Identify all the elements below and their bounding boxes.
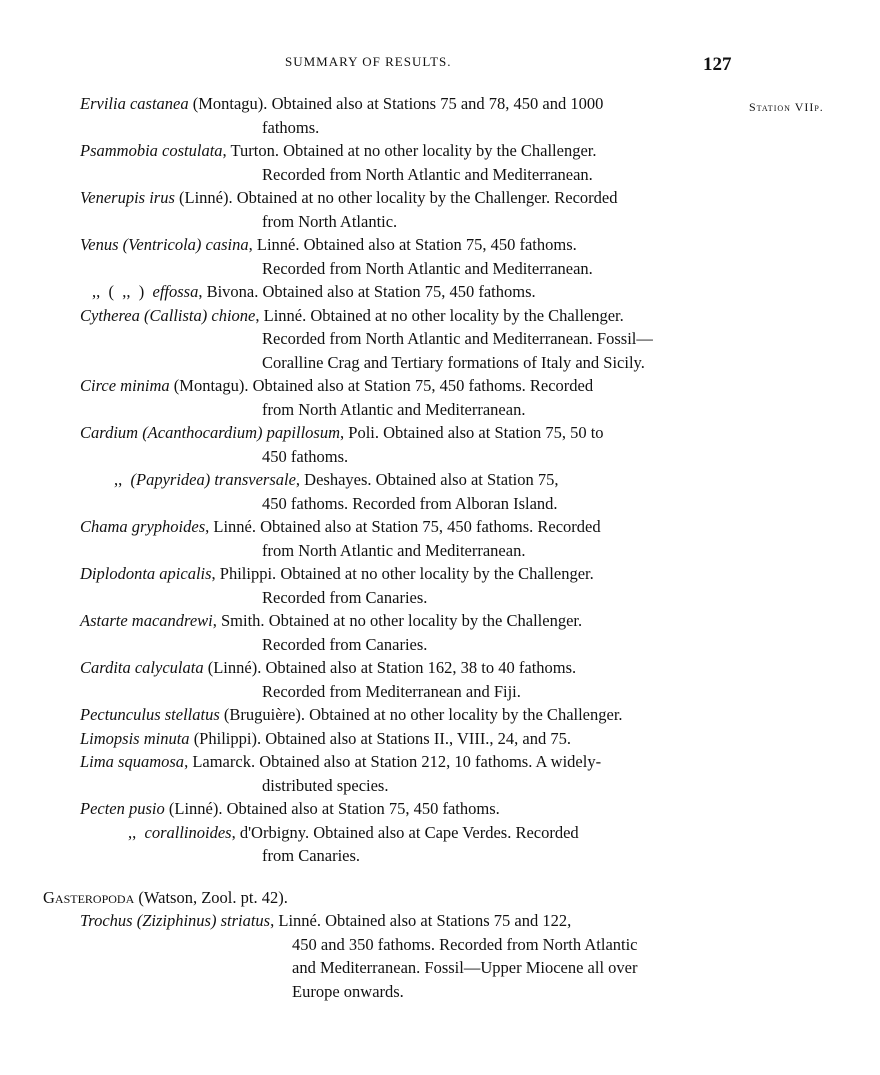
species-list [0, 92, 880, 1003]
entry-first-line [80, 562, 735, 586]
species-entry [80, 139, 735, 186]
section-reference: (Watson, Zool. pt. 42). [134, 887, 288, 907]
entry-first-line [80, 92, 735, 116]
entry-text: Obtained at no other locality by the Challenger. Recorded [232, 188, 618, 207]
species-name: effossa [152, 282, 199, 301]
entry-text: Obtained at no other locality by the Challenger. [306, 305, 624, 325]
entry-first-line [80, 515, 735, 539]
entry-text: Obtained also at Station 75, 450 fathoms. [222, 799, 500, 818]
species-author: (Montagu). [169, 376, 249, 395]
station-side-note: Station VIIp. [749, 100, 824, 114]
page-number: 127 [703, 54, 732, 75]
entry-text: Obtained also at Station 162, 38 to 40 fathoms. [261, 658, 577, 677]
species-author: , Linné. [255, 305, 307, 325]
species-author: (Montagu). [188, 94, 268, 113]
species-name: corallinoides [144, 822, 232, 842]
species-entry [80, 421, 735, 468]
entry-continuation: fathoms. [262, 117, 320, 137]
species-entry [80, 909, 735, 1003]
entry-continuation: 450 fathoms. Recorded from Alboran Island. [262, 493, 558, 513]
species-name: Trochus (Ziziphinus) striatus [80, 911, 271, 930]
ditto-mark: ,, ( ,, ) [92, 282, 153, 301]
species-name: Venerupis irus [80, 188, 175, 207]
species-entry [80, 562, 735, 609]
entry-first-line [80, 727, 735, 751]
entry-continuation: Recorded from North Atlantic and Mediterranean. [262, 258, 593, 278]
species-author: , d'Orbigny. [231, 822, 310, 842]
species-author: (Linné). [164, 799, 223, 818]
species-name: Pectunculus stellatus [80, 705, 220, 724]
entry-continuation: and Mediterranean. Fossil—Upper Miocene all over [292, 958, 638, 977]
species-name: Cardita calyculata [80, 658, 204, 677]
entry-text: Obtained at no other locality by the Challenger. [305, 705, 623, 724]
species-name: Lima squamosa [80, 752, 185, 771]
species-author: , Turton. [222, 141, 279, 160]
entry-text: Obtained also at Stations II., VIII., 24, and 75. [261, 728, 572, 748]
species-name: (Papyridea) transversale [130, 470, 296, 489]
species-author: , Linné. [248, 235, 300, 254]
species-author: (Linné). [203, 658, 262, 677]
species-author: , Smith. [212, 611, 265, 630]
entry-continuation: from North Atlantic and Mediterranean. [262, 540, 526, 560]
species-author: , Linné. [270, 911, 321, 930]
section-title: Gasteropoda [43, 887, 135, 907]
species-author: , Philippi. [211, 564, 277, 583]
entry-text: Obtained also at Stations 75 and 78, 450 and 1000 [267, 94, 604, 113]
entry-first-line [80, 421, 735, 445]
species-name: Chama gryphoides [80, 517, 206, 536]
species-author: (Bruguière). [219, 705, 305, 724]
species-entry [80, 468, 735, 515]
species-name: Diplodonta apicalis [80, 564, 212, 583]
species-entry [80, 233, 735, 280]
entry-continuation: from Canaries. [262, 846, 361, 865]
species-author: , Deshayes. [295, 470, 372, 489]
entry-continuation: Recorded from Canaries. [262, 587, 428, 607]
entry-first-line [80, 750, 735, 774]
entry-continuation: Recorded from North Atlantic and Mediterranean. Fossil— [262, 329, 653, 348]
entry-first-line [80, 186, 735, 210]
entry-continuation: Recorded from Canaries. [262, 634, 428, 654]
entry-text: Obtained also at Station 75, 450 fathoms. Recorded [256, 517, 601, 536]
ditto-mark: ,, [128, 822, 145, 842]
species-entry [80, 304, 735, 375]
species-name: Limopsis minuta [80, 728, 190, 748]
species-entry [80, 374, 735, 421]
species-entry [80, 821, 735, 868]
species-entry [80, 797, 735, 821]
species-name: Cytherea (Callista) chione [80, 305, 256, 325]
entry-first-line [80, 909, 735, 933]
species-author: , Poli. [340, 423, 379, 442]
entry-continuation: 450 and 350 fathoms. Recorded from North Atlantic [292, 934, 638, 954]
species-entry [80, 280, 735, 304]
species-name: Astarte macandrewi [80, 611, 213, 630]
entry-text: Obtained at no other locality by the Challenger. [276, 564, 594, 583]
species-entry [80, 609, 735, 656]
entry-continuation: distributed species. [262, 775, 389, 795]
entry-first-line [80, 821, 735, 845]
species-name: Ervilia castanea [80, 94, 189, 113]
entry-first-line [80, 139, 735, 163]
entry-text: Obtained at no other locality by the Challenger. [264, 611, 583, 630]
entry-first-line [80, 468, 735, 492]
entry-text: Obtained also at Station 75, 450 fathoms. [299, 235, 577, 254]
species-author: , Bivona. [198, 282, 259, 301]
entry-continuation: from North Atlantic and Mediterranean. [262, 399, 526, 419]
entry-first-line [80, 656, 735, 680]
species-name: Pecten pusio [80, 799, 165, 818]
species-name: Circe minima [80, 376, 170, 395]
entry-continuation: Coralline Crag and Tertiary formations of Italy and Sicily. [262, 352, 645, 372]
entry-first-line [80, 233, 735, 257]
species-entry [80, 656, 735, 703]
entry-text: Obtained also at Station 75, [371, 470, 559, 489]
species-author: , Linné. [205, 517, 256, 536]
ditto-mark: ,, [114, 470, 131, 489]
entry-continuation: Europe onwards. [292, 981, 404, 1001]
species-entry [80, 750, 735, 797]
species-name: Venus (Ventricola) casina [80, 235, 249, 254]
entry-text: Obtained also at Station 75, 450 fathoms. [258, 282, 536, 301]
section-heading [43, 886, 880, 910]
entry-first-line [80, 609, 735, 633]
entry-continuation: Recorded from North Atlantic and Mediterranean. [262, 164, 593, 184]
entry-text: Obtained also at Station 212, 10 fathoms. A widely- [255, 752, 602, 771]
species-author: (Philippi). [189, 728, 262, 748]
species-entry [80, 186, 735, 233]
entry-text: Obtained also at Station 75, 50 to [379, 423, 604, 442]
species-entry [80, 92, 735, 139]
entry-first-line [80, 304, 735, 328]
entry-first-line [80, 280, 735, 304]
entry-continuation: 450 fathoms. [262, 446, 349, 466]
species-entry [80, 515, 735, 562]
species-author: , Lamarck. [184, 752, 256, 771]
entry-first-line [80, 703, 735, 727]
entry-first-line [80, 374, 735, 398]
species-author: (Linné). [174, 188, 233, 207]
species-name: Psammobia costulata [80, 141, 223, 160]
entry-text: Obtained at no other locality by the Challenger. [278, 141, 597, 160]
species-name: Cardium (Acanthocardium) papillosum [80, 423, 341, 442]
entry-text: Obtained also at Stations 75 and 122, [320, 911, 572, 930]
running-title: SUMMARY OF RESULTS. [285, 54, 452, 69]
entry-first-line [80, 797, 735, 821]
entry-continuation: Recorded from Mediterranean and Fiji. [262, 681, 521, 701]
section-gap [0, 868, 880, 886]
species-entry [80, 703, 735, 727]
species-entry [80, 727, 735, 751]
entry-text: Obtained also at Cape Verdes. Recorded [309, 822, 579, 842]
entry-text: Obtained also at Station 75, 450 fathoms. Recorded [248, 376, 594, 395]
entry-continuation: from North Atlantic. [262, 211, 398, 231]
